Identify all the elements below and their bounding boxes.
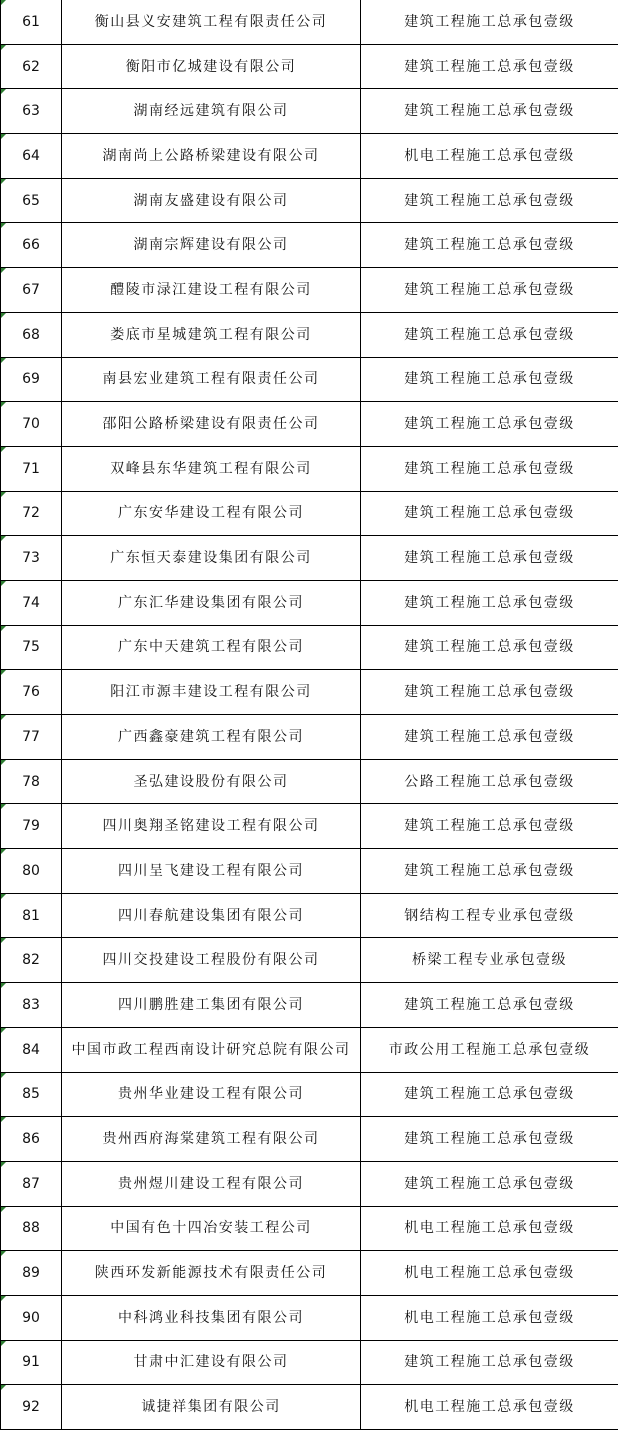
table-row [1, 625, 618, 670]
table-row [1, 1385, 618, 1430]
row-number: 67 [1, 268, 62, 313]
table-row [1, 580, 618, 625]
qualification-level: 市政公用工程施工总承包壹级 [361, 1027, 618, 1072]
company-name: 广东汇华建设集团有限公司 [62, 580, 361, 625]
row-number: 74 [1, 580, 62, 625]
qualification-level: 建筑工程施工总承包壹级 [361, 983, 618, 1028]
table-row [1, 849, 618, 894]
row-number: 83 [1, 983, 62, 1028]
qualification-level: 建筑工程施工总承包壹级 [361, 446, 618, 491]
company-name: 湖南友盛建设有限公司 [62, 178, 361, 223]
table-row [1, 1295, 618, 1340]
company-name: 娄底市星城建筑工程有限公司 [62, 312, 361, 357]
table-body [1, 0, 618, 1430]
row-number: 78 [1, 759, 62, 804]
company-name: 湖南经远建筑有限公司 [62, 89, 361, 134]
table-row [1, 1340, 618, 1385]
qualification-level: 公路工程施工总承包壹级 [361, 759, 618, 804]
table-row [1, 1027, 618, 1072]
qualification-level: 建筑工程施工总承包壹级 [361, 312, 618, 357]
company-name: 贵州煜川建设工程有限公司 [62, 1161, 361, 1206]
table-row [1, 0, 618, 44]
qualification-level: 机电工程施工总承包壹级 [361, 1251, 618, 1296]
table-row [1, 670, 618, 715]
row-number: 76 [1, 670, 62, 715]
row-number: 84 [1, 1027, 62, 1072]
row-number: 64 [1, 134, 62, 179]
row-number: 86 [1, 1117, 62, 1162]
table-row [1, 759, 618, 804]
qualification-level: 机电工程施工总承包壹级 [361, 1206, 618, 1251]
qualification-level: 机电工程施工总承包壹级 [361, 1295, 618, 1340]
row-number: 63 [1, 89, 62, 134]
table-row [1, 402, 618, 447]
qualification-level: 建筑工程施工总承包壹级 [361, 670, 618, 715]
row-number: 85 [1, 1072, 62, 1117]
qualification-level: 建筑工程施工总承包壹级 [361, 491, 618, 536]
table-row [1, 1161, 618, 1206]
qualification-level: 建筑工程施工总承包壹级 [361, 89, 618, 134]
table-row [1, 178, 618, 223]
company-name: 陕西环发新能源技术有限责任公司 [62, 1251, 361, 1296]
qualification-level: 建筑工程施工总承包壹级 [361, 849, 618, 894]
company-name: 四川交投建设工程股份有限公司 [62, 938, 361, 983]
table-row [1, 536, 618, 581]
company-name: 衡阳市亿城建设有限公司 [62, 44, 361, 89]
company-name: 广东安华建设工程有限公司 [62, 491, 361, 536]
company-name: 衡山县义安建筑工程有限责任公司 [62, 0, 361, 44]
row-number: 92 [1, 1385, 62, 1430]
company-name: 阳江市源丰建设工程有限公司 [62, 670, 361, 715]
row-number: 75 [1, 625, 62, 670]
qualification-level: 建筑工程施工总承包壹级 [361, 536, 618, 581]
row-number: 62 [1, 44, 62, 89]
qualification-level: 钢结构工程专业承包壹级 [361, 893, 618, 938]
table-row [1, 983, 618, 1028]
table-row [1, 44, 618, 89]
row-number: 65 [1, 178, 62, 223]
table-row [1, 1072, 618, 1117]
row-number: 82 [1, 938, 62, 983]
table-row [1, 1206, 618, 1251]
qualification-level: 建筑工程施工总承包壹级 [361, 715, 618, 760]
company-name: 湖南尚上公路桥梁建设有限公司 [62, 134, 361, 179]
qualification-level: 建筑工程施工总承包壹级 [361, 580, 618, 625]
row-number: 89 [1, 1251, 62, 1296]
company-name: 圣弘建设股份有限公司 [62, 759, 361, 804]
table-row [1, 491, 618, 536]
company-name: 双峰县东华建筑工程有限公司 [62, 446, 361, 491]
table-row [1, 1117, 618, 1162]
company-name: 中国有色十四冶安装工程公司 [62, 1206, 361, 1251]
table-row [1, 938, 618, 983]
table-row [1, 893, 618, 938]
qualification-level: 建筑工程施工总承包壹级 [361, 1117, 618, 1162]
qualification-level: 建筑工程施工总承包壹级 [361, 357, 618, 402]
table-row [1, 804, 618, 849]
row-number: 81 [1, 893, 62, 938]
row-number: 88 [1, 1206, 62, 1251]
row-number: 91 [1, 1340, 62, 1385]
qualification-level: 建筑工程施工总承包壹级 [361, 804, 618, 849]
table-row [1, 1251, 618, 1296]
qualification-level: 机电工程施工总承包壹级 [361, 134, 618, 179]
company-name: 中科鸿业科技集团有限公司 [62, 1295, 361, 1340]
company-name: 四川鹏胜建工集团有限公司 [62, 983, 361, 1028]
company-name: 南县宏业建筑工程有限责任公司 [62, 357, 361, 402]
row-number: 80 [1, 849, 62, 894]
qualification-level: 建筑工程施工总承包壹级 [361, 1161, 618, 1206]
company-name: 醴陵市渌江建设工程有限公司 [62, 268, 361, 313]
qualification-level: 桥梁工程专业承包壹级 [361, 938, 618, 983]
company-name: 甘肃中汇建设有限公司 [62, 1340, 361, 1385]
qualification-level: 建筑工程施工总承包壹级 [361, 625, 618, 670]
row-number: 71 [1, 446, 62, 491]
table-row [1, 134, 618, 179]
qualification-level: 建筑工程施工总承包壹级 [361, 1340, 618, 1385]
qualification-level: 机电工程施工总承包壹级 [361, 1385, 618, 1430]
company-name: 贵州西府海棠建筑工程有限公司 [62, 1117, 361, 1162]
row-number: 79 [1, 804, 62, 849]
company-name: 湖南宗辉建设有限公司 [62, 223, 361, 268]
company-name: 中国市政工程西南设计研究总院有限公司 [62, 1027, 361, 1072]
company-name: 四川春航建设集团有限公司 [62, 893, 361, 938]
table-row [1, 446, 618, 491]
table-row [1, 223, 618, 268]
row-number: 70 [1, 402, 62, 447]
table-row [1, 268, 618, 313]
qualification-level: 建筑工程施工总承包壹级 [361, 402, 618, 447]
company-name: 广西鑫豪建筑工程有限公司 [62, 715, 361, 760]
row-number: 66 [1, 223, 62, 268]
qualification-level: 建筑工程施工总承包壹级 [361, 268, 618, 313]
table-row [1, 312, 618, 357]
company-name: 广东恒天泰建设集团有限公司 [62, 536, 361, 581]
row-number: 69 [1, 357, 62, 402]
company-name: 四川呈飞建设工程有限公司 [62, 849, 361, 894]
company-name: 邵阳公路桥梁建设有限责任公司 [62, 402, 361, 447]
table-row [1, 89, 618, 134]
row-number: 90 [1, 1295, 62, 1340]
row-number: 77 [1, 715, 62, 760]
qualification-level: 建筑工程施工总承包壹级 [361, 0, 618, 44]
qualification-level: 建筑工程施工总承包壹级 [361, 44, 618, 89]
company-name: 广东中天建筑工程有限公司 [62, 625, 361, 670]
qualification-level: 建筑工程施工总承包壹级 [361, 178, 618, 223]
qualification-level: 建筑工程施工总承包壹级 [361, 223, 618, 268]
table-row [1, 715, 618, 760]
table-row [1, 357, 618, 402]
row-number: 68 [1, 312, 62, 357]
company-name: 诚捷祥集团有限公司 [62, 1385, 361, 1430]
qualification-level: 建筑工程施工总承包壹级 [361, 1072, 618, 1117]
row-number: 87 [1, 1161, 62, 1206]
row-number: 61 [1, 0, 62, 44]
row-number: 72 [1, 491, 62, 536]
company-name: 四川奥翔圣铭建设工程有限公司 [62, 804, 361, 849]
company-name: 贵州华业建设工程有限公司 [62, 1072, 361, 1117]
row-number: 73 [1, 536, 62, 581]
